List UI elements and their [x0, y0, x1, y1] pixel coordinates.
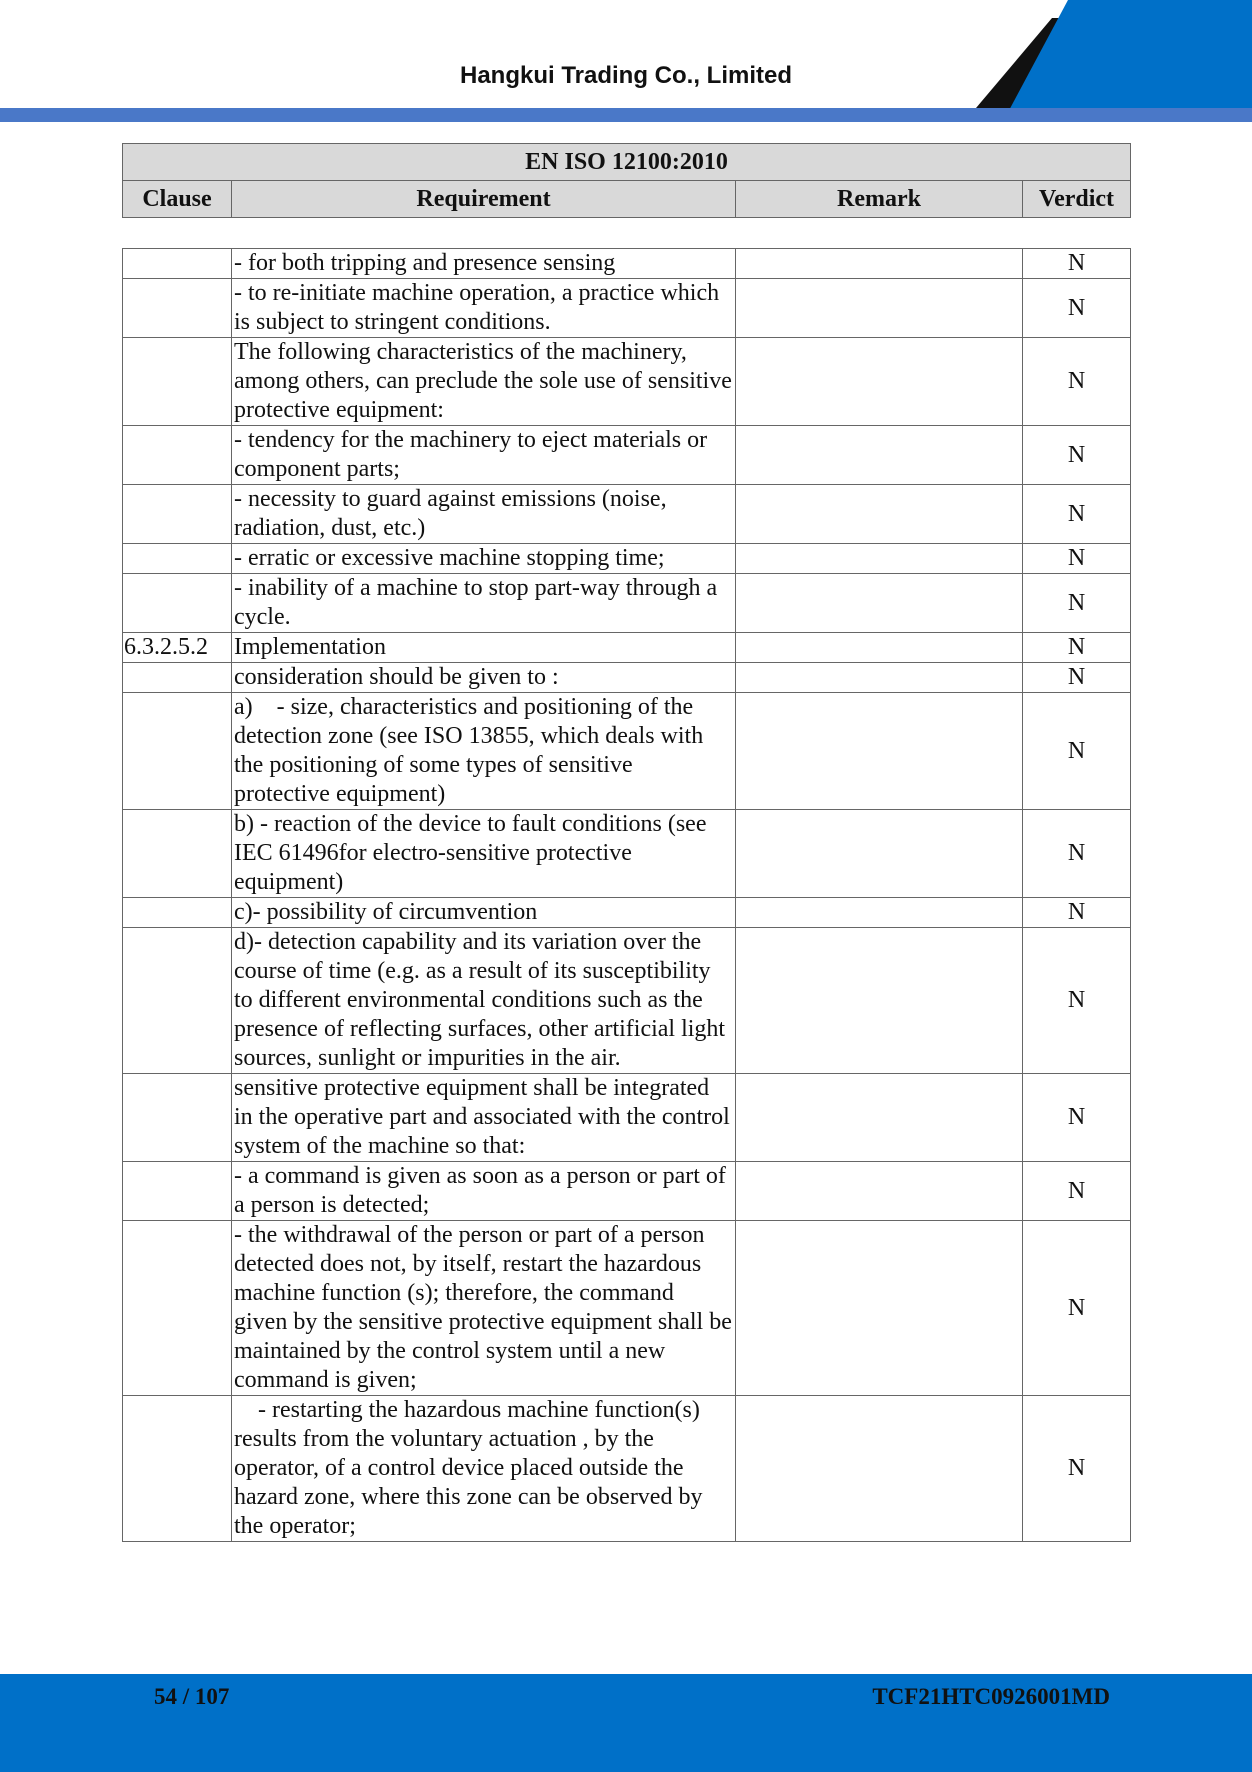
clause-cell: [123, 249, 232, 279]
remark-cell: [736, 485, 1023, 544]
header-decoration: [960, 0, 1252, 122]
clause-cell: [123, 1074, 232, 1162]
remark-cell: [736, 663, 1023, 693]
verdict-cell: N: [1023, 338, 1131, 426]
table-row: [123, 928, 1131, 1074]
clause-cell: [123, 898, 232, 928]
report-number: TCF21HTC0926001MD: [872, 1684, 1110, 1709]
requirement-cell: - inability of a machine to stop part-way through a cycle.: [232, 574, 736, 633]
table-row: [123, 485, 1131, 544]
requirement-cell: consideration should be given to :: [232, 663, 736, 693]
verdict-cell: N: [1023, 898, 1131, 928]
requirement-cell: c)- possibility of circumvention: [232, 898, 736, 928]
requirement-cell: b) - reaction of the device to fault conditions (see IEC 61496for electro-sensitive protective equipment): [232, 810, 736, 898]
verdict-cell: N: [1023, 249, 1131, 279]
remark-cell: [736, 1162, 1023, 1221]
table-row: [123, 1396, 1131, 1542]
requirement-cell: - necessity to guard against emissions (noise, radiation, dust, etc.): [232, 485, 736, 544]
table-row: [123, 249, 1131, 279]
table-row: [123, 1074, 1131, 1162]
remark-cell: [736, 928, 1023, 1074]
requirement-cell: - the withdrawal of the person or part of a person detected does not, by itself, restart the hazardous machine function (s); therefore, the command given by the sensitive protective equipment shall be maintained by the control system until a new command is given;: [232, 1221, 736, 1396]
table-row: [123, 279, 1131, 338]
requirement-cell: - restarting the hazardous machine function(s) results from the voluntary actuation , by the operator, of a control device placed outside the hazard zone, where this zone can be observed by the operator;: [232, 1396, 736, 1542]
requirement-cell: sensitive protective equipment shall be integrated in the operative part and associated with the control system of the machine so that:: [232, 1074, 736, 1162]
remark-cell: [736, 426, 1023, 485]
clause-cell: [123, 663, 232, 693]
table-row: [123, 426, 1131, 485]
remark-cell: [736, 810, 1023, 898]
verdict-cell: N: [1023, 928, 1131, 1074]
remark-cell: [736, 1396, 1023, 1542]
table-row: [123, 810, 1131, 898]
column-header-clause: Clause: [123, 181, 232, 218]
requirement-cell: The following characteristics of the machinery, among others, can preclude the sole use of sensitive protective equipment:: [232, 338, 736, 426]
table-row: [123, 663, 1131, 693]
table-row: [123, 1162, 1131, 1221]
header-bar: [0, 108, 1252, 122]
clause-cell: [123, 426, 232, 485]
requirement-cell: d)- detection capability and its variation over the course of time (e.g. as a result of its susceptibility to different environmental conditions such as the presence of reflecting surfaces, other artificial light sources, sunlight or impurities in the air.: [232, 928, 736, 1074]
clause-cell: [123, 338, 232, 426]
verdict-cell: N: [1023, 663, 1131, 693]
remark-cell: [736, 1221, 1023, 1396]
remark-cell: [736, 249, 1023, 279]
clause-cell: [123, 1221, 232, 1396]
requirements-table: [122, 248, 1131, 1542]
clause-cell: [123, 544, 232, 574]
clause-cell: 6.3.2.5.2: [123, 633, 232, 663]
remark-cell: [736, 633, 1023, 663]
verdict-cell: N: [1023, 633, 1131, 663]
requirement-cell: a) - size, characteristics and positioning of the detection zone (see ISO 13855, which deals with the positioning of some types of sensitive protective equipment): [232, 693, 736, 810]
column-header-verdict: Verdict: [1023, 181, 1131, 218]
verdict-cell: N: [1023, 1396, 1131, 1542]
clause-cell: [123, 928, 232, 1074]
remark-cell: [736, 279, 1023, 338]
table-row: [123, 574, 1131, 633]
table-header: [122, 143, 1131, 218]
table-row: [123, 1221, 1131, 1396]
column-header-remark: Remark: [736, 181, 1023, 218]
requirement-cell: - to re-initiate machine operation, a practice which is subject to stringent conditions.: [232, 279, 736, 338]
clause-cell: [123, 1396, 232, 1542]
verdict-cell: N: [1023, 279, 1131, 338]
requirement-cell: Implementation: [232, 633, 736, 663]
clause-cell: [123, 810, 232, 898]
verdict-cell: N: [1023, 544, 1131, 574]
verdict-cell: N: [1023, 485, 1131, 544]
table-row: [123, 633, 1131, 663]
table-row: [123, 544, 1131, 574]
verdict-cell: N: [1023, 426, 1131, 485]
remark-cell: [736, 898, 1023, 928]
clause-cell: [123, 1162, 232, 1221]
requirement-cell: - tendency for the machinery to eject materials or component parts;: [232, 426, 736, 485]
remark-cell: [736, 574, 1023, 633]
remark-cell: [736, 693, 1023, 810]
company-name: Hangkui Trading Co., Limited: [459, 62, 792, 89]
verdict-cell: N: [1023, 810, 1131, 898]
requirement-cell: - a command is given as soon as a person or part of a person is detected;: [232, 1162, 736, 1221]
clause-cell: [123, 693, 232, 810]
verdict-cell: N: [1023, 1074, 1131, 1162]
page-number: 54 / 107: [154, 1684, 230, 1709]
standard-title: EN ISO 12100:2010: [123, 144, 1131, 181]
clause-cell: [123, 279, 232, 338]
verdict-cell: N: [1023, 574, 1131, 633]
verdict-cell: N: [1023, 693, 1131, 810]
remark-cell: [736, 544, 1023, 574]
table-row: [123, 898, 1131, 928]
verdict-cell: N: [1023, 1221, 1131, 1396]
table-row: [123, 338, 1131, 426]
remark-cell: [736, 1074, 1023, 1162]
column-header-requirement: Requirement: [232, 181, 736, 218]
clause-cell: [123, 574, 232, 633]
requirement-cell: - for both tripping and presence sensing: [232, 249, 736, 279]
header-accent-shape: [1006, 0, 1252, 116]
clause-cell: [123, 485, 232, 544]
remark-cell: [736, 338, 1023, 426]
table-row: [123, 693, 1131, 810]
verdict-cell: N: [1023, 1162, 1131, 1221]
requirement-cell: - erratic or excessive machine stopping time;: [232, 544, 736, 574]
